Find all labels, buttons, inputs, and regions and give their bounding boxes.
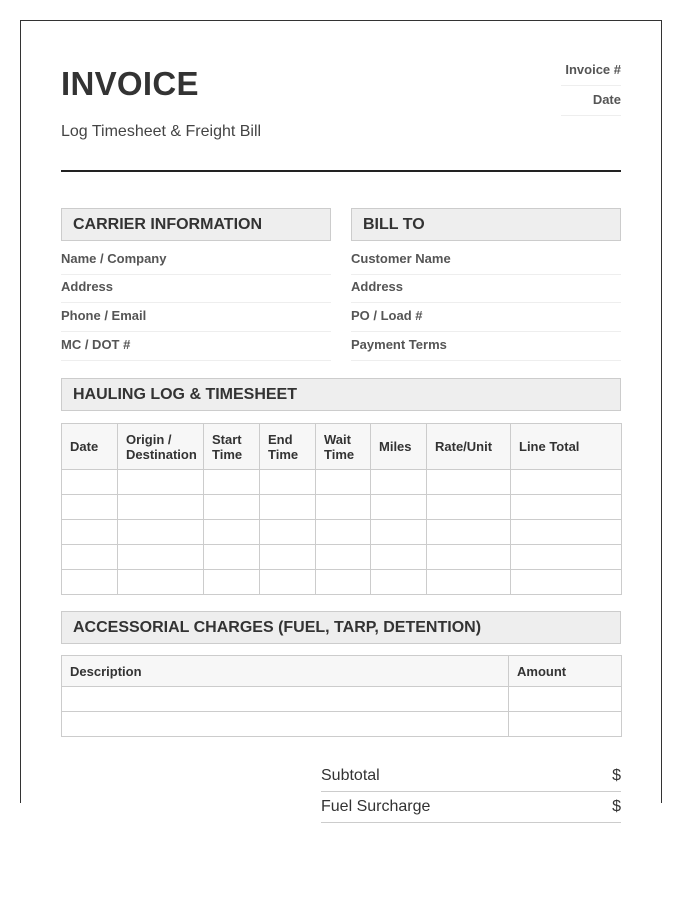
table-cell[interactable] [62, 495, 118, 520]
table-cell[interactable] [62, 570, 118, 595]
table-cell[interactable] [427, 470, 511, 495]
table-cell[interactable] [427, 495, 511, 520]
table-cell[interactable] [371, 520, 427, 545]
table-cell[interactable] [511, 545, 622, 570]
invoice-title: INVOICE [61, 65, 199, 102]
table-cell[interactable] [260, 570, 316, 595]
customer-name-field[interactable]: Customer Name [351, 246, 621, 275]
table-cell[interactable] [371, 470, 427, 495]
table-cell[interactable] [316, 545, 371, 570]
table-cell[interactable] [204, 520, 260, 545]
table-row [62, 712, 622, 737]
table-cell[interactable] [427, 570, 511, 595]
fuel-surcharge-value[interactable]: $ [612, 798, 621, 815]
accessorial-rows [62, 687, 622, 737]
table-cell[interactable] [509, 687, 622, 712]
col-description: Description [62, 656, 509, 687]
table-cell[interactable] [371, 545, 427, 570]
invoice-subtitle: Log Timesheet & Freight Bill [61, 123, 262, 140]
invoice-page [20, 20, 662, 815]
table-cell[interactable] [427, 545, 511, 570]
table-cell[interactable] [118, 570, 204, 595]
table-cell[interactable] [509, 712, 622, 737]
table-cell[interactable] [118, 495, 204, 520]
hauling-header-row [62, 424, 622, 470]
carrier-name-field[interactable]: Name / Company [61, 246, 331, 275]
carrier-info-heading: CARRIER INFORMATION [61, 208, 331, 241]
table-cell[interactable] [260, 495, 316, 520]
table-cell[interactable] [260, 545, 316, 570]
payment-terms-field[interactable]: Payment Terms [351, 332, 621, 361]
carrier-phone-field[interactable]: Phone / Email [61, 303, 331, 332]
hauling-log-rows [62, 470, 622, 595]
table-cell[interactable] [62, 545, 118, 570]
table-cell[interactable] [511, 495, 622, 520]
table-row [62, 570, 622, 595]
subtotal-row [321, 761, 621, 792]
hauling-log-heading: HAULING LOG & TIMESHEET [61, 378, 621, 411]
table-cell[interactable] [371, 570, 427, 595]
invoice-date-field[interactable]: Date [561, 87, 621, 116]
col-line-total: Line Total [511, 424, 622, 470]
table-cell[interactable] [204, 570, 260, 595]
table-cell[interactable] [260, 520, 316, 545]
col-miles: Miles [371, 424, 427, 470]
carrier-mc-dot-field[interactable]: MC / DOT # [61, 332, 331, 361]
table-cell[interactable] [316, 470, 371, 495]
table-cell[interactable] [62, 712, 509, 737]
table-cell[interactable] [118, 545, 204, 570]
table-cell[interactable] [260, 470, 316, 495]
fuel-surcharge-row [321, 792, 621, 823]
subtotal-label: Subtotal [321, 767, 380, 784]
table-row [62, 687, 622, 712]
col-wait-time: Wait Time [316, 424, 371, 470]
col-origin-destination: Origin / Destination [118, 424, 204, 470]
col-rate-unit: Rate/Unit [427, 424, 511, 470]
accessorial-header-row [62, 656, 622, 687]
totals-section [321, 761, 621, 823]
table-cell[interactable] [511, 570, 622, 595]
hauling-log-table [61, 423, 622, 595]
table-cell[interactable] [62, 687, 509, 712]
accessorial-table [61, 655, 622, 737]
po-load-field[interactable]: PO / Load # [351, 303, 621, 332]
table-row [62, 470, 622, 495]
table-cell[interactable] [316, 520, 371, 545]
table-row [62, 520, 622, 545]
table-cell[interactable] [511, 470, 622, 495]
table-cell[interactable] [371, 495, 427, 520]
subtotal-value[interactable]: $ [612, 767, 621, 784]
customer-address-field[interactable]: Address [351, 274, 621, 303]
table-cell[interactable] [204, 545, 260, 570]
bill-to-heading: BILL TO [351, 208, 621, 241]
table-cell[interactable] [511, 520, 622, 545]
table-cell[interactable] [204, 495, 260, 520]
table-row [62, 495, 622, 520]
table-cell[interactable] [427, 520, 511, 545]
accessorial-heading: ACCESSORIAL CHARGES (FUEL, TARP, DETENTION) [61, 611, 621, 644]
col-end-time: End Time [260, 424, 316, 470]
col-start-time: Start Time [204, 424, 260, 470]
table-row [62, 545, 622, 570]
col-amount: Amount [509, 656, 622, 687]
invoice-number-field[interactable]: Invoice # [561, 57, 621, 86]
fuel-surcharge-label: Fuel Surcharge [321, 798, 431, 815]
col-date: Date [62, 424, 118, 470]
table-cell[interactable] [62, 470, 118, 495]
table-cell[interactable] [62, 520, 118, 545]
table-cell[interactable] [316, 570, 371, 595]
carrier-address-field[interactable]: Address [61, 274, 331, 303]
table-cell[interactable] [316, 495, 371, 520]
header-divider [61, 170, 621, 172]
table-cell[interactable] [204, 470, 260, 495]
invoice-meta [561, 57, 621, 117]
table-cell[interactable] [118, 470, 204, 495]
table-cell[interactable] [118, 520, 204, 545]
